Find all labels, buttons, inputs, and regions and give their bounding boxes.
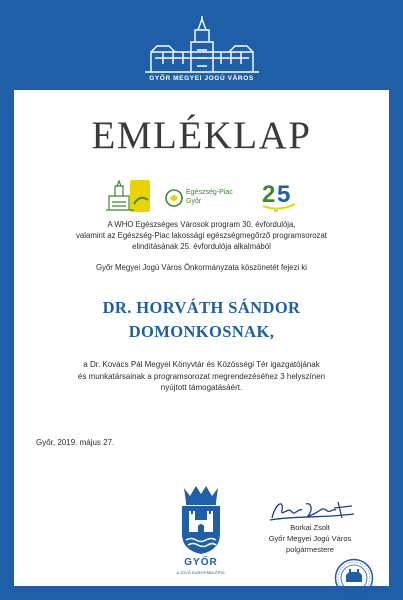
- healthy-cities-logo-icon: [104, 178, 152, 214]
- city-hall-icon: [141, 16, 263, 74]
- reason-text: [24, 359, 379, 394]
- gratitude-line: Győr Megyei Jogú Város Önkormányzata köszönetét fejezi ki: [95, 263, 308, 272]
- occasion-line-2: valamint az Egészség-Piac lakossági egészségmegőrző programsorozat: [76, 231, 327, 240]
- page-title: EMLÉKLAP: [91, 114, 312, 157]
- egeszseg-piac-logo-text: Egészség-Piac Győr: [186, 189, 233, 205]
- header-band: [14, 14, 389, 90]
- issue-date: Győr, 2019. május 27.: [36, 438, 115, 447]
- city-label: GYŐR MEGYEI JOGÚ VÁROS: [149, 75, 254, 82]
- egeszseg-piac-logo: [164, 186, 244, 212]
- signer-organization: Győr Megyei Jogú Város: [268, 534, 352, 543]
- logo-row: [14, 174, 389, 214]
- gyor-coat-of-arms-icon: [172, 482, 230, 556]
- svg-text:2: 2: [262, 181, 276, 208]
- official-stamp-icon: [334, 558, 374, 598]
- anniversary-label: év: [274, 208, 279, 213]
- heart-leaf-icon: [164, 188, 184, 208]
- recipient-name-line-1: DR. HORVÁTH SÁNDOR: [102, 298, 301, 317]
- svg-text:5: 5: [277, 181, 291, 208]
- handwritten-signature: [262, 498, 362, 524]
- occasion-line-1: A WHO Egészséges Városok program 30. évfordulója,: [107, 220, 296, 229]
- reason-line-1: a Dr. Kovács Pál Megyei Könyvtár és Közösségi Tér igazgatójának: [83, 360, 320, 369]
- occasion-text: [24, 219, 379, 252]
- crest-city-name: GYŐR: [184, 557, 218, 568]
- anniversary-25-logo-icon: [259, 178, 299, 214]
- occasion-line-3: elindításának 25. évfordulója alkalmából: [132, 242, 271, 251]
- reason-line-2: és munkatársainak a programsorozat megrendezéséhez 3 helyszínen: [77, 371, 326, 381]
- crest-tagline: A JÖVŐ EURÓPÁBA ÉPÜL: [176, 570, 226, 575]
- recipient-name-line-2: DOMONKOSNAK,: [128, 322, 275, 341]
- reason-line-3: nyújtott támogatásáért.: [160, 383, 243, 392]
- signer-name: Borkai Zsolt: [290, 523, 330, 532]
- signer-title: polgármestere: [286, 545, 334, 554]
